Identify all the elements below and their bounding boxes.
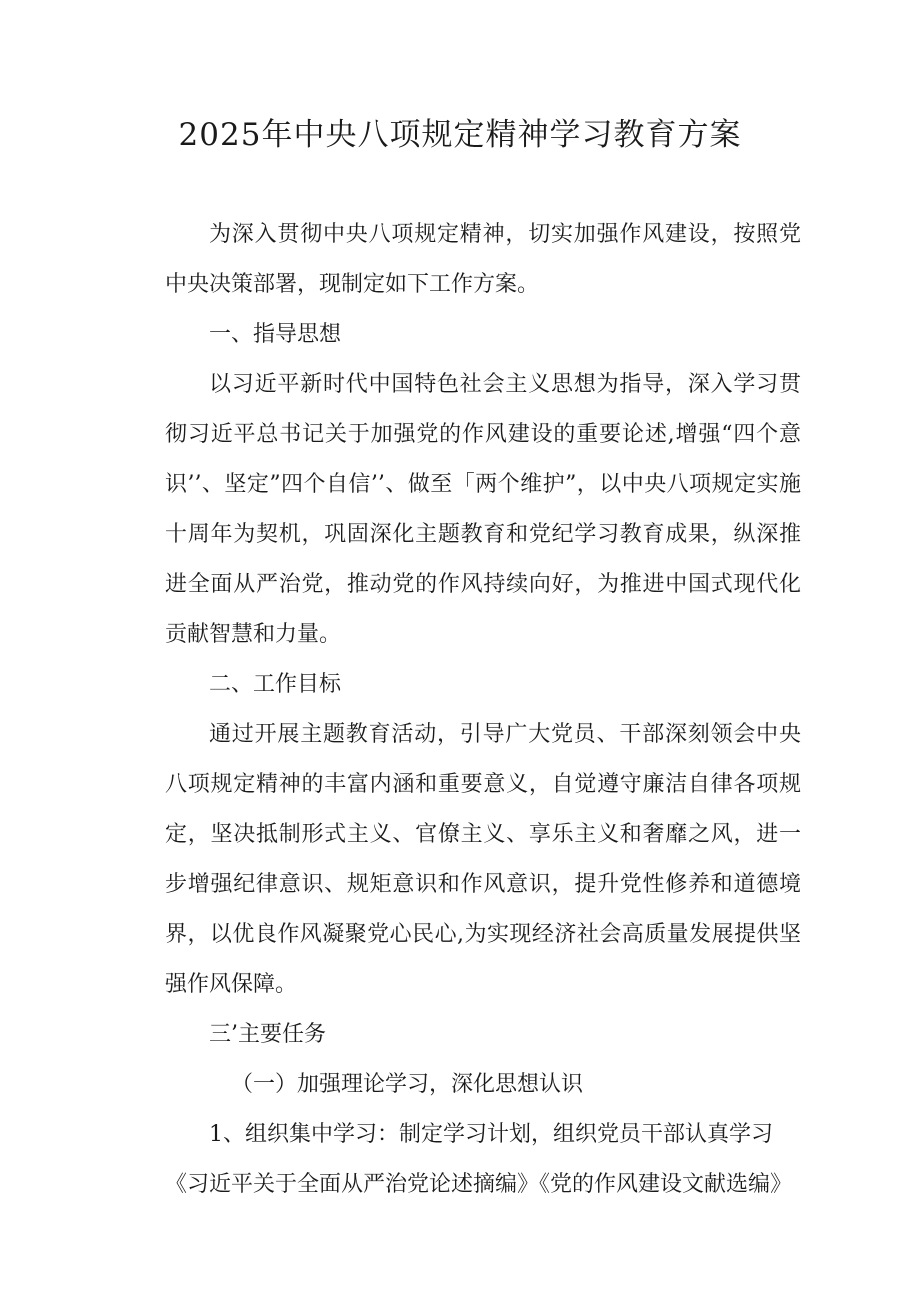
document-title: 2025年中央八项规定精神学习教育方案 — [178, 117, 742, 153]
section3-heading: 三’主要任务 — [209, 1022, 326, 1047]
intro-paragraph: 为深入贯彻中央八项规定精神，切实加强作风建设，按照党中央决策部署，现制定如下工作方案。 — [165, 222, 801, 297]
section3-item1-line1: 1、组织集中学习：制定学习计划，组织党员干部认真学习 — [209, 1122, 773, 1147]
section1-heading: 一、指导思想 — [209, 322, 342, 347]
section2-paragraph: 通过开展主题教育活动，引导广大党员、干部深刻领会中央八项规定精神的丰富内涵和重要意义，自觉遵守廉洁自律各项规定，坚决抵制形式主义、官僚主义、享乐主义和奢靡之风，进一步增强纪律意识、规矩意识和作风意识，提升党性修养和道德境界，以优良作风凝聚党心民心,为实现经济社会高质量发展提供坚强作风保障。 — [165, 722, 801, 997]
section1-paragraph: 以习近平新时代中国特色社会主义思想为指导，深入学习贯彻习近平总书记关于加强党的作风建设的重要论述,增强“四个意识’’、坚定”四个自信’’、做至「两个维护”，以中央八项规定实施十周年为契机，巩固深化主题教育和党纪学习教育成果，纵深推进全面从严治党，推动党的作风持续向好，为推进中国式现代化贡献智慧和力量。 — [165, 372, 801, 647]
section3-subheading: （一）加强理论学习，深化思想认识 — [231, 1072, 584, 1097]
section3-item1-line2: 《习近平关于全面从严治党论述摘编》《党的作风建设文献选编》 — [165, 1172, 793, 1197]
section2-heading: 二、工作目标 — [209, 672, 342, 697]
document-body — [165, 210, 801, 1210]
